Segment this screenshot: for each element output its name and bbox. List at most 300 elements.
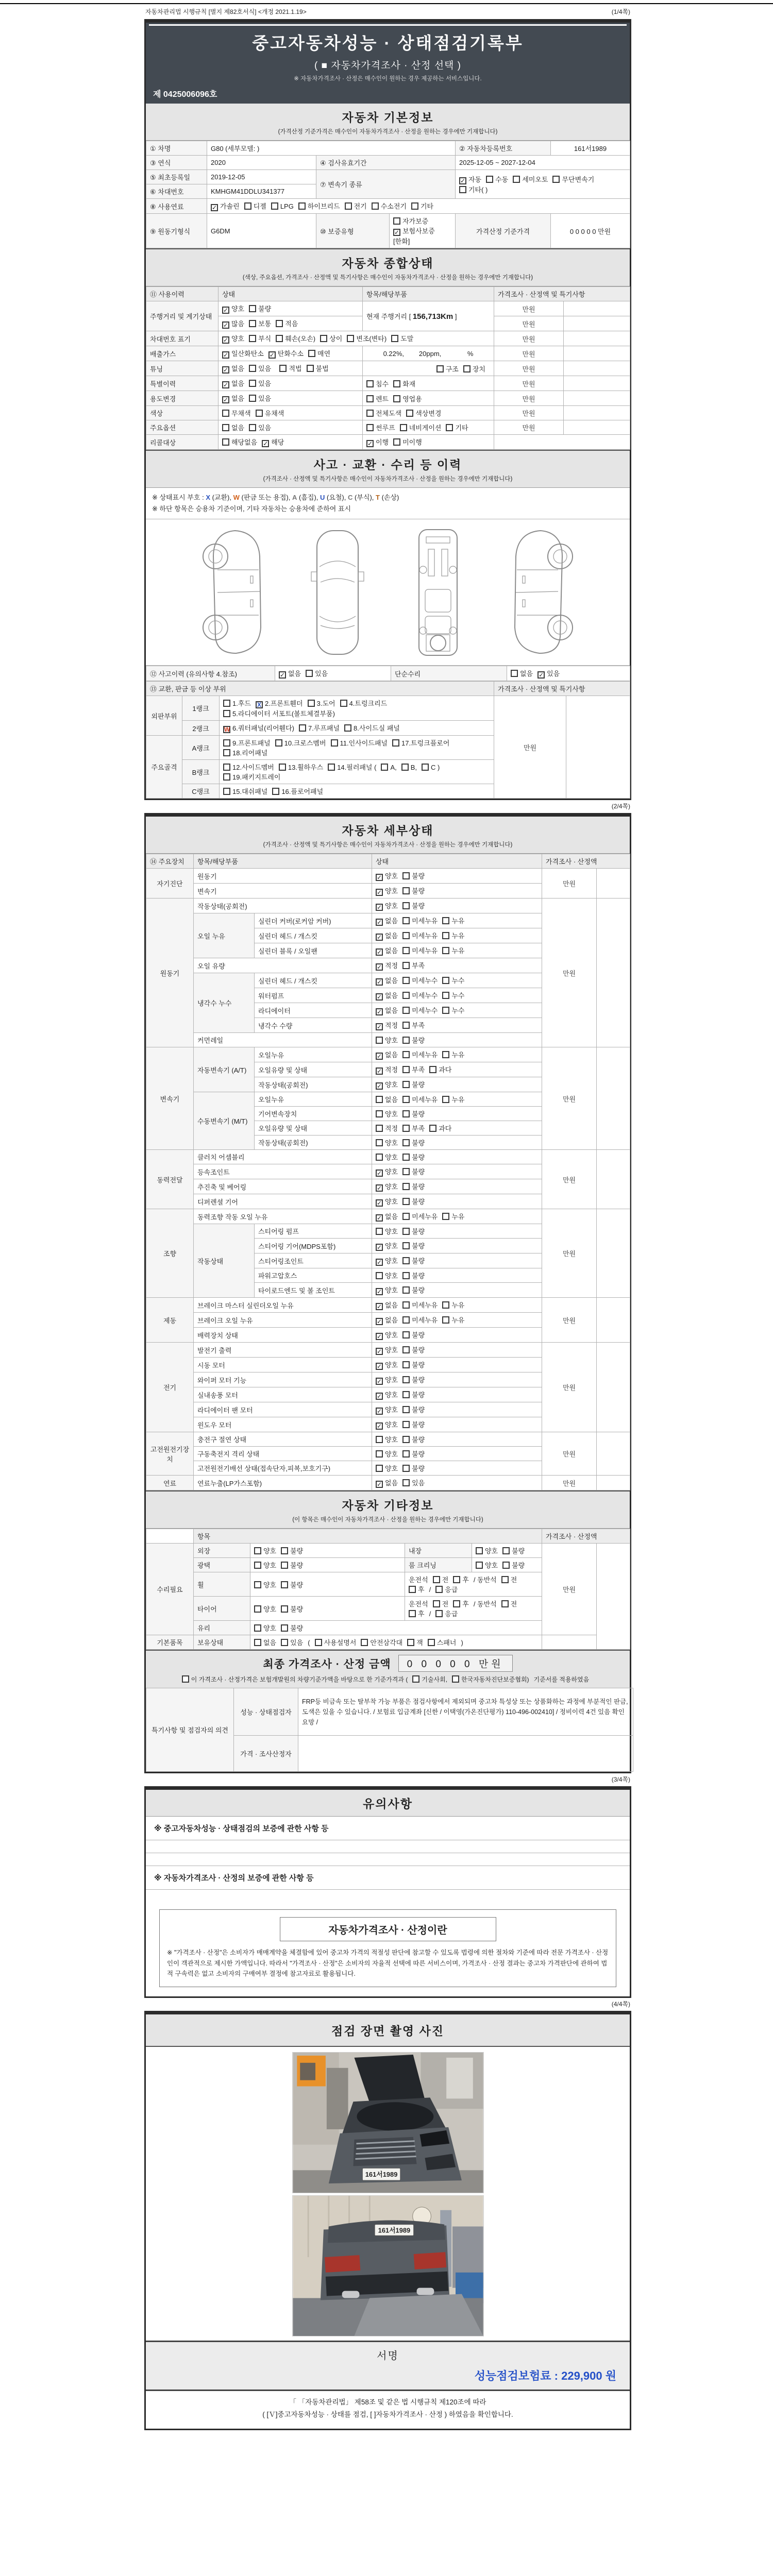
- empty-checkbox[interactable]: [222, 410, 229, 417]
- empty-checkbox[interactable]: [411, 202, 418, 210]
- checkbox-option[interactable]: [402, 1449, 425, 1459]
- empty-checkbox[interactable]: [308, 350, 315, 357]
- empty-checkbox[interactable]: [279, 764, 286, 771]
- checkbox-option[interactable]: [376, 1211, 398, 1222]
- checkbox-option[interactable]: [366, 437, 389, 447]
- checkbox-option[interactable]: [402, 930, 438, 940]
- checkbox-option[interactable]: [222, 363, 244, 374]
- checkbox-option[interactable]: [459, 174, 481, 184]
- empty-checkbox[interactable]: [402, 1301, 410, 1309]
- checkbox-option[interactable]: [376, 1181, 398, 1192]
- checkbox-option[interactable]: [376, 1404, 398, 1415]
- empty-checkbox[interactable]: [435, 1610, 443, 1617]
- checkbox-option[interactable]: [366, 408, 401, 418]
- checkbox-option[interactable]: [502, 1560, 525, 1570]
- checkbox-option[interactable]: [376, 990, 398, 1001]
- checkbox-option[interactable]: [402, 1166, 425, 1176]
- checkbox-option[interactable]: [376, 1241, 398, 1251]
- empty-checkbox[interactable]: [308, 700, 315, 707]
- checked-checkbox[interactable]: ✓: [269, 351, 275, 359]
- empty-checkbox[interactable]: [376, 1450, 383, 1458]
- checkbox-option[interactable]: [459, 184, 488, 194]
- empty-checkbox[interactable]: [406, 410, 413, 417]
- checkbox-option[interactable]: [308, 348, 330, 358]
- checked-checkbox[interactable]: ✓: [377, 1082, 382, 1090]
- checkbox-option[interactable]: [402, 1196, 425, 1206]
- empty-checkbox[interactable]: [272, 788, 279, 795]
- checkbox-option[interactable]: [366, 422, 395, 432]
- checkbox-option[interactable]: [306, 668, 328, 678]
- empty-checkbox[interactable]: [422, 764, 429, 771]
- checkbox-option[interactable]: [401, 764, 417, 771]
- checkbox-option[interactable]: [513, 174, 548, 184]
- checkbox-option[interactable]: [402, 1345, 425, 1354]
- checked-checkbox[interactable]: ✓: [377, 1333, 382, 1341]
- checkbox-option[interactable]: [222, 303, 244, 314]
- checkbox-option[interactable]: [331, 738, 388, 748]
- empty-checkbox[interactable]: [402, 1391, 410, 1398]
- checkbox-option[interactable]: [452, 1675, 529, 1684]
- checkbox-option[interactable]: [376, 1285, 398, 1295]
- checkbox-option[interactable]: [223, 772, 280, 782]
- checkbox-option[interactable]: [407, 1637, 423, 1647]
- checkbox-option[interactable]: [429, 1123, 451, 1133]
- checkbox-option[interactable]: [402, 1123, 425, 1133]
- checkbox-option[interactable]: [476, 1560, 498, 1570]
- empty-checkbox[interactable]: [366, 380, 374, 387]
- empty-checkbox[interactable]: [402, 1479, 410, 1486]
- empty-checkbox[interactable]: [376, 1436, 383, 1443]
- empty-checkbox[interactable]: [376, 1037, 383, 1044]
- empty-checkbox[interactable]: [402, 1110, 410, 1117]
- empty-checkbox[interactable]: [376, 1110, 383, 1117]
- checkbox-option[interactable]: [366, 394, 389, 403]
- checkbox-option[interactable]: [402, 945, 438, 955]
- empty-checkbox[interactable]: [442, 977, 449, 984]
- checkbox-option[interactable]: [298, 201, 340, 211]
- empty-checkbox[interactable]: [249, 335, 256, 342]
- checkbox-option[interactable]: [222, 318, 244, 329]
- checkbox-option[interactable]: [400, 422, 442, 432]
- checked-checkbox[interactable]: ✓: [377, 1363, 382, 1370]
- checkbox-option[interactable]: [402, 1109, 425, 1118]
- checked-checkbox[interactable]: ✓: [377, 889, 382, 896]
- checkbox-option[interactable]: [281, 1580, 303, 1589]
- checkbox-option[interactable]: [376, 1434, 398, 1444]
- checkbox-option[interactable]: [376, 1064, 398, 1075]
- checkbox-option[interactable]: [254, 1546, 276, 1555]
- checked-checkbox[interactable]: ✓: [377, 1378, 382, 1385]
- checkbox-option[interactable]: [279, 363, 301, 373]
- checked-checkbox[interactable]: ✓: [377, 934, 382, 941]
- empty-checkbox[interactable]: [276, 335, 283, 342]
- checkbox-option[interactable]: [249, 422, 271, 432]
- checkbox-option[interactable]: [402, 1285, 425, 1295]
- empty-checkbox[interactable]: [402, 1465, 410, 1472]
- empty-checkbox[interactable]: [402, 1257, 410, 1264]
- empty-checkbox[interactable]: [223, 773, 230, 781]
- checkbox-option[interactable]: [376, 945, 398, 956]
- checkbox-option[interactable]: [249, 333, 271, 343]
- empty-checkbox[interactable]: [402, 1406, 410, 1413]
- checkbox-option[interactable]: [409, 1608, 425, 1618]
- empty-checkbox[interactable]: [433, 1576, 440, 1583]
- checkbox-option[interactable]: [272, 786, 323, 796]
- checkbox-option[interactable]: [372, 201, 407, 211]
- checkbox-option[interactable]: [281, 1604, 303, 1614]
- checkbox-option[interactable]: [308, 698, 335, 708]
- checkbox-option[interactable]: [223, 762, 274, 772]
- empty-checkbox[interactable]: [402, 1213, 410, 1220]
- checkbox-option[interactable]: [442, 930, 464, 940]
- empty-checkbox[interactable]: [223, 764, 230, 771]
- empty-checkbox[interactable]: [402, 1066, 410, 1073]
- checkbox-option[interactable]: [442, 975, 464, 985]
- empty-checkbox[interactable]: [402, 887, 410, 894]
- checkbox-option[interactable]: [315, 1637, 357, 1647]
- checkbox-option[interactable]: [376, 1138, 398, 1147]
- empty-checkbox[interactable]: [402, 992, 410, 999]
- checkbox-option[interactable]: [433, 1574, 449, 1584]
- checked-checkbox[interactable]: ✓: [377, 1393, 382, 1400]
- checkbox-option[interactable]: [402, 1434, 425, 1444]
- checkbox-option[interactable]: [223, 786, 267, 796]
- checkbox-option[interactable]: [268, 348, 304, 359]
- empty-checkbox[interactable]: [320, 335, 327, 342]
- checked-checkbox[interactable]: ✓: [377, 904, 382, 911]
- empty-checkbox[interactable]: [393, 395, 400, 402]
- checkbox-option[interactable]: [376, 1389, 398, 1400]
- empty-checkbox[interactable]: [393, 380, 400, 387]
- checkbox-option[interactable]: [249, 303, 271, 313]
- checkbox-option[interactable]: [222, 422, 244, 432]
- empty-checkbox[interactable]: [281, 1581, 288, 1588]
- checkbox-option[interactable]: [429, 1064, 451, 1074]
- checkbox-option[interactable]: [376, 1449, 398, 1459]
- checkbox-option[interactable]: [376, 916, 398, 926]
- checkbox-option[interactable]: [402, 1049, 438, 1059]
- checkbox-option[interactable]: [402, 1005, 438, 1015]
- checked-checkbox[interactable]: ✓: [377, 1408, 382, 1415]
- empty-checkbox[interactable]: [446, 424, 453, 431]
- checked-checkbox[interactable]: ✓: [377, 948, 382, 956]
- checkbox-option[interactable]: [502, 1546, 525, 1555]
- checkbox-option[interactable]: [376, 1270, 398, 1280]
- checkbox-option[interactable]: [376, 1300, 398, 1310]
- empty-checkbox[interactable]: [223, 710, 230, 717]
- empty-checkbox[interactable]: [299, 724, 306, 732]
- checkbox-option[interactable]: [376, 1094, 398, 1104]
- checkbox-option[interactable]: [376, 1005, 398, 1015]
- checkbox-option[interactable]: [320, 333, 342, 343]
- empty-checkbox[interactable]: [409, 1610, 416, 1617]
- empty-checkbox[interactable]: [402, 1436, 410, 1443]
- empty-checkbox[interactable]: [249, 305, 256, 312]
- empty-checkbox[interactable]: [402, 1198, 410, 1205]
- checked-checkbox[interactable]: ✓: [377, 1288, 382, 1296]
- empty-checkbox[interactable]: [402, 1183, 410, 1190]
- empty-checkbox[interactable]: [279, 365, 287, 372]
- checkbox-option[interactable]: [376, 930, 398, 941]
- checkbox-option[interactable]: [422, 764, 440, 771]
- empty-checkbox[interactable]: [402, 1272, 410, 1279]
- checkbox-option[interactable]: [402, 1152, 425, 1162]
- checkbox-option[interactable]: [249, 318, 271, 328]
- checked-checkbox[interactable]: ✓: [377, 1303, 382, 1311]
- checkbox-option[interactable]: [402, 1020, 425, 1030]
- empty-checkbox[interactable]: [376, 1125, 383, 1132]
- checkbox-option[interactable]: [402, 1389, 425, 1399]
- checkbox-option[interactable]: [376, 1109, 398, 1118]
- checkbox-option[interactable]: [222, 378, 244, 388]
- checkbox-option[interactable]: [442, 945, 464, 955]
- checkbox-option[interactable]: [402, 1079, 425, 1089]
- checkbox-option[interactable]: [402, 1094, 438, 1104]
- checkbox-option[interactable]: [511, 668, 533, 678]
- checked-checkbox[interactable]: ✓: [377, 1170, 382, 1177]
- checked-checkbox[interactable]: ✓: [539, 671, 544, 679]
- checked-checkbox[interactable]: ✓: [377, 1348, 382, 1355]
- empty-checkbox[interactable]: [501, 1576, 509, 1583]
- empty-checkbox[interactable]: [376, 1228, 383, 1235]
- checkbox-option[interactable]: [376, 975, 398, 986]
- empty-checkbox[interactable]: [376, 1465, 383, 1472]
- empty-checkbox[interactable]: [182, 1675, 189, 1683]
- checkbox-option[interactable]: [402, 1138, 425, 1147]
- checkbox-option[interactable]: [376, 1049, 398, 1060]
- checkbox-option[interactable]: [376, 1315, 398, 1325]
- empty-checkbox[interactable]: [442, 1213, 449, 1220]
- checkbox-option[interactable]: [376, 1152, 398, 1162]
- checkbox-option[interactable]: [402, 1478, 425, 1487]
- empty-checkbox[interactable]: [402, 1139, 410, 1146]
- empty-checkbox[interactable]: [429, 1125, 436, 1132]
- empty-checkbox[interactable]: [249, 395, 256, 402]
- empty-checkbox[interactable]: [402, 1361, 410, 1368]
- checked-checkbox[interactable]: ✓: [280, 671, 285, 679]
- checkbox-option[interactable]: [279, 762, 323, 772]
- empty-checkbox[interactable]: [452, 1675, 459, 1683]
- checkbox-option[interactable]: [442, 1005, 464, 1015]
- empty-checkbox[interactable]: [402, 872, 410, 879]
- empty-checkbox[interactable]: [428, 1639, 435, 1646]
- empty-checkbox[interactable]: [442, 992, 449, 999]
- empty-checkbox[interactable]: [476, 1547, 483, 1554]
- empty-checkbox[interactable]: [391, 335, 398, 342]
- empty-checkbox[interactable]: [401, 764, 409, 771]
- checked-checkbox[interactable]: ✓: [223, 351, 229, 359]
- checkbox-option[interactable]: [376, 1256, 398, 1266]
- checkbox-option[interactable]: [276, 333, 315, 343]
- empty-checkbox[interactable]: [222, 438, 229, 446]
- empty-checkbox[interactable]: [402, 1125, 410, 1132]
- checkbox-option[interactable]: [393, 394, 422, 403]
- checkbox-option[interactable]: [391, 333, 413, 343]
- checkbox-option[interactable]: [279, 668, 301, 679]
- empty-checkbox[interactable]: [223, 700, 230, 707]
- empty-checkbox[interactable]: [402, 1450, 410, 1458]
- checkbox-option[interactable]: [211, 201, 240, 211]
- checkbox-option[interactable]: [381, 764, 396, 771]
- checked-checkbox[interactable]: ✓: [377, 1481, 382, 1488]
- checkbox-option[interactable]: [249, 378, 271, 388]
- checked-checkbox[interactable]: ✓: [223, 321, 229, 329]
- empty-checkbox[interactable]: [223, 739, 230, 747]
- checkbox-option[interactable]: [376, 1196, 398, 1207]
- empty-checkbox[interactable]: [281, 1624, 288, 1632]
- checkbox-option[interactable]: [393, 216, 428, 226]
- checkbox-option[interactable]: [376, 1478, 398, 1488]
- checkbox-option[interactable]: [446, 422, 468, 432]
- empty-checkbox[interactable]: [366, 424, 374, 431]
- checkbox-option[interactable]: [182, 1675, 408, 1684]
- checkbox-option[interactable]: [222, 437, 257, 447]
- checkbox-option[interactable]: [344, 723, 400, 733]
- checkbox-option[interactable]: [281, 1546, 303, 1555]
- empty-checkbox[interactable]: [412, 1675, 419, 1683]
- checkbox-option[interactable]: [402, 1241, 425, 1250]
- empty-checkbox[interactable]: [256, 410, 263, 417]
- checkbox-option[interactable]: [223, 708, 335, 718]
- empty-checkbox[interactable]: [249, 320, 256, 327]
- checked-checkbox[interactable]: ✓: [377, 978, 382, 986]
- checkbox-option[interactable]: [345, 201, 367, 211]
- checkbox-option[interactable]: [376, 871, 398, 881]
- empty-checkbox[interactable]: [249, 424, 256, 431]
- checkbox-option[interactable]: [254, 1604, 276, 1614]
- checkbox-option[interactable]: [392, 738, 449, 748]
- checkbox-option[interactable]: [328, 762, 376, 772]
- empty-checkbox[interactable]: [347, 335, 354, 342]
- empty-checkbox[interactable]: [340, 700, 347, 707]
- checkbox-option[interactable]: [402, 960, 425, 970]
- checkbox-option[interactable]: [402, 901, 425, 910]
- empty-checkbox[interactable]: [402, 1331, 410, 1338]
- checkbox-option[interactable]: [402, 1256, 425, 1265]
- checkbox-option[interactable]: [402, 1211, 438, 1221]
- checked-checkbox[interactable]: ✓: [377, 1023, 382, 1031]
- checkbox-option[interactable]: [453, 1599, 469, 1608]
- empty-checkbox[interactable]: [254, 1624, 261, 1632]
- checkbox-option[interactable]: [501, 1599, 517, 1608]
- checked-checkbox[interactable]: ✓: [263, 440, 268, 447]
- checkbox-option[interactable]: [249, 393, 271, 403]
- checkbox-option[interactable]: [412, 1675, 447, 1684]
- checkbox-option[interactable]: [402, 886, 425, 895]
- checkbox-option[interactable]: [376, 886, 398, 896]
- checkbox-option[interactable]: [262, 437, 284, 447]
- empty-checkbox[interactable]: [402, 1376, 410, 1383]
- checkbox-option[interactable]: [347, 333, 386, 343]
- checkbox-option[interactable]: [406, 408, 441, 418]
- checkbox-option[interactable]: [222, 348, 264, 359]
- checkbox-option[interactable]: [366, 379, 389, 388]
- checkbox-option[interactable]: [501, 1574, 517, 1584]
- checked-checkbox[interactable]: ✓: [377, 874, 382, 882]
- checkbox-option[interactable]: [254, 1560, 276, 1570]
- empty-checkbox[interactable]: [249, 365, 256, 372]
- checked-checkbox[interactable]: ✓: [212, 204, 217, 211]
- empty-checkbox[interactable]: [402, 947, 410, 954]
- empty-checkbox[interactable]: [502, 1547, 510, 1554]
- empty-checkbox[interactable]: [281, 1639, 288, 1646]
- empty-checkbox[interactable]: [400, 424, 407, 431]
- checkbox-option[interactable]: [537, 668, 560, 679]
- checkbox-option[interactable]: [402, 871, 425, 880]
- checkbox-option[interactable]: [463, 364, 485, 374]
- empty-checkbox[interactable]: [476, 1562, 483, 1569]
- checkbox-option[interactable]: [402, 975, 438, 985]
- empty-checkbox[interactable]: [453, 1600, 460, 1607]
- checked-checkbox[interactable]: ✓: [223, 366, 229, 374]
- empty-checkbox[interactable]: [402, 1316, 410, 1324]
- empty-checkbox[interactable]: [276, 320, 283, 327]
- empty-checkbox[interactable]: [366, 395, 374, 402]
- empty-checkbox[interactable]: [223, 788, 230, 795]
- empty-checkbox[interactable]: [307, 365, 314, 372]
- empty-checkbox[interactable]: [372, 202, 379, 210]
- empty-checkbox[interactable]: [392, 739, 399, 747]
- empty-checkbox[interactable]: [402, 1168, 410, 1175]
- checkbox-option[interactable]: [271, 202, 294, 210]
- empty-checkbox[interactable]: [381, 764, 388, 771]
- checkbox-option[interactable]: [409, 1584, 425, 1594]
- empty-checkbox[interactable]: [298, 202, 306, 210]
- empty-checkbox[interactable]: [376, 1272, 383, 1279]
- empty-checkbox[interactable]: [402, 1007, 410, 1014]
- checkbox-option[interactable]: [442, 1049, 464, 1059]
- checkbox-option[interactable]: [223, 698, 251, 708]
- empty-checkbox[interactable]: [328, 764, 335, 771]
- checked-checkbox[interactable]: ✓: [377, 919, 382, 926]
- empty-checkbox[interactable]: [453, 1576, 460, 1583]
- empty-checkbox[interactable]: [361, 1639, 368, 1646]
- empty-checkbox[interactable]: [442, 917, 449, 924]
- empty-checkbox[interactable]: [402, 1286, 410, 1294]
- checkbox-option[interactable]: [411, 201, 433, 211]
- checkbox-option[interactable]: [442, 1094, 464, 1104]
- empty-checkbox[interactable]: [249, 380, 256, 387]
- empty-checkbox[interactable]: [486, 176, 493, 183]
- checkbox-option[interactable]: [376, 1463, 398, 1473]
- checkbox-option[interactable]: [256, 698, 303, 708]
- checkbox-option[interactable]: [222, 408, 251, 418]
- empty-checkbox[interactable]: [501, 1600, 509, 1607]
- empty-checkbox[interactable]: [429, 1066, 436, 1073]
- empty-checkbox[interactable]: [442, 947, 449, 954]
- checkbox-option[interactable]: [402, 1181, 425, 1191]
- checkbox-option[interactable]: [376, 960, 398, 971]
- checked-checkbox[interactable]: ✓: [377, 1008, 382, 1016]
- marker-X-checkbox[interactable]: X: [256, 701, 263, 708]
- empty-checkbox[interactable]: [376, 1139, 383, 1146]
- checked-checkbox[interactable]: ✓: [377, 1067, 382, 1075]
- checkbox-option[interactable]: [376, 1419, 398, 1430]
- empty-checkbox[interactable]: [254, 1562, 261, 1569]
- checkbox-option[interactable]: [402, 1330, 425, 1340]
- empty-checkbox[interactable]: [459, 186, 466, 193]
- checkbox-option[interactable]: [402, 1270, 425, 1280]
- checked-checkbox[interactable]: ✓: [223, 336, 229, 344]
- empty-checkbox[interactable]: [513, 176, 520, 183]
- empty-checkbox[interactable]: [254, 1605, 261, 1613]
- empty-checkbox[interactable]: [407, 1639, 414, 1646]
- empty-checkbox[interactable]: [281, 1562, 288, 1569]
- checkbox-option[interactable]: [376, 1360, 398, 1370]
- empty-checkbox[interactable]: [402, 1096, 410, 1103]
- checkbox-option[interactable]: [402, 1226, 425, 1236]
- checkbox-option[interactable]: [486, 174, 508, 184]
